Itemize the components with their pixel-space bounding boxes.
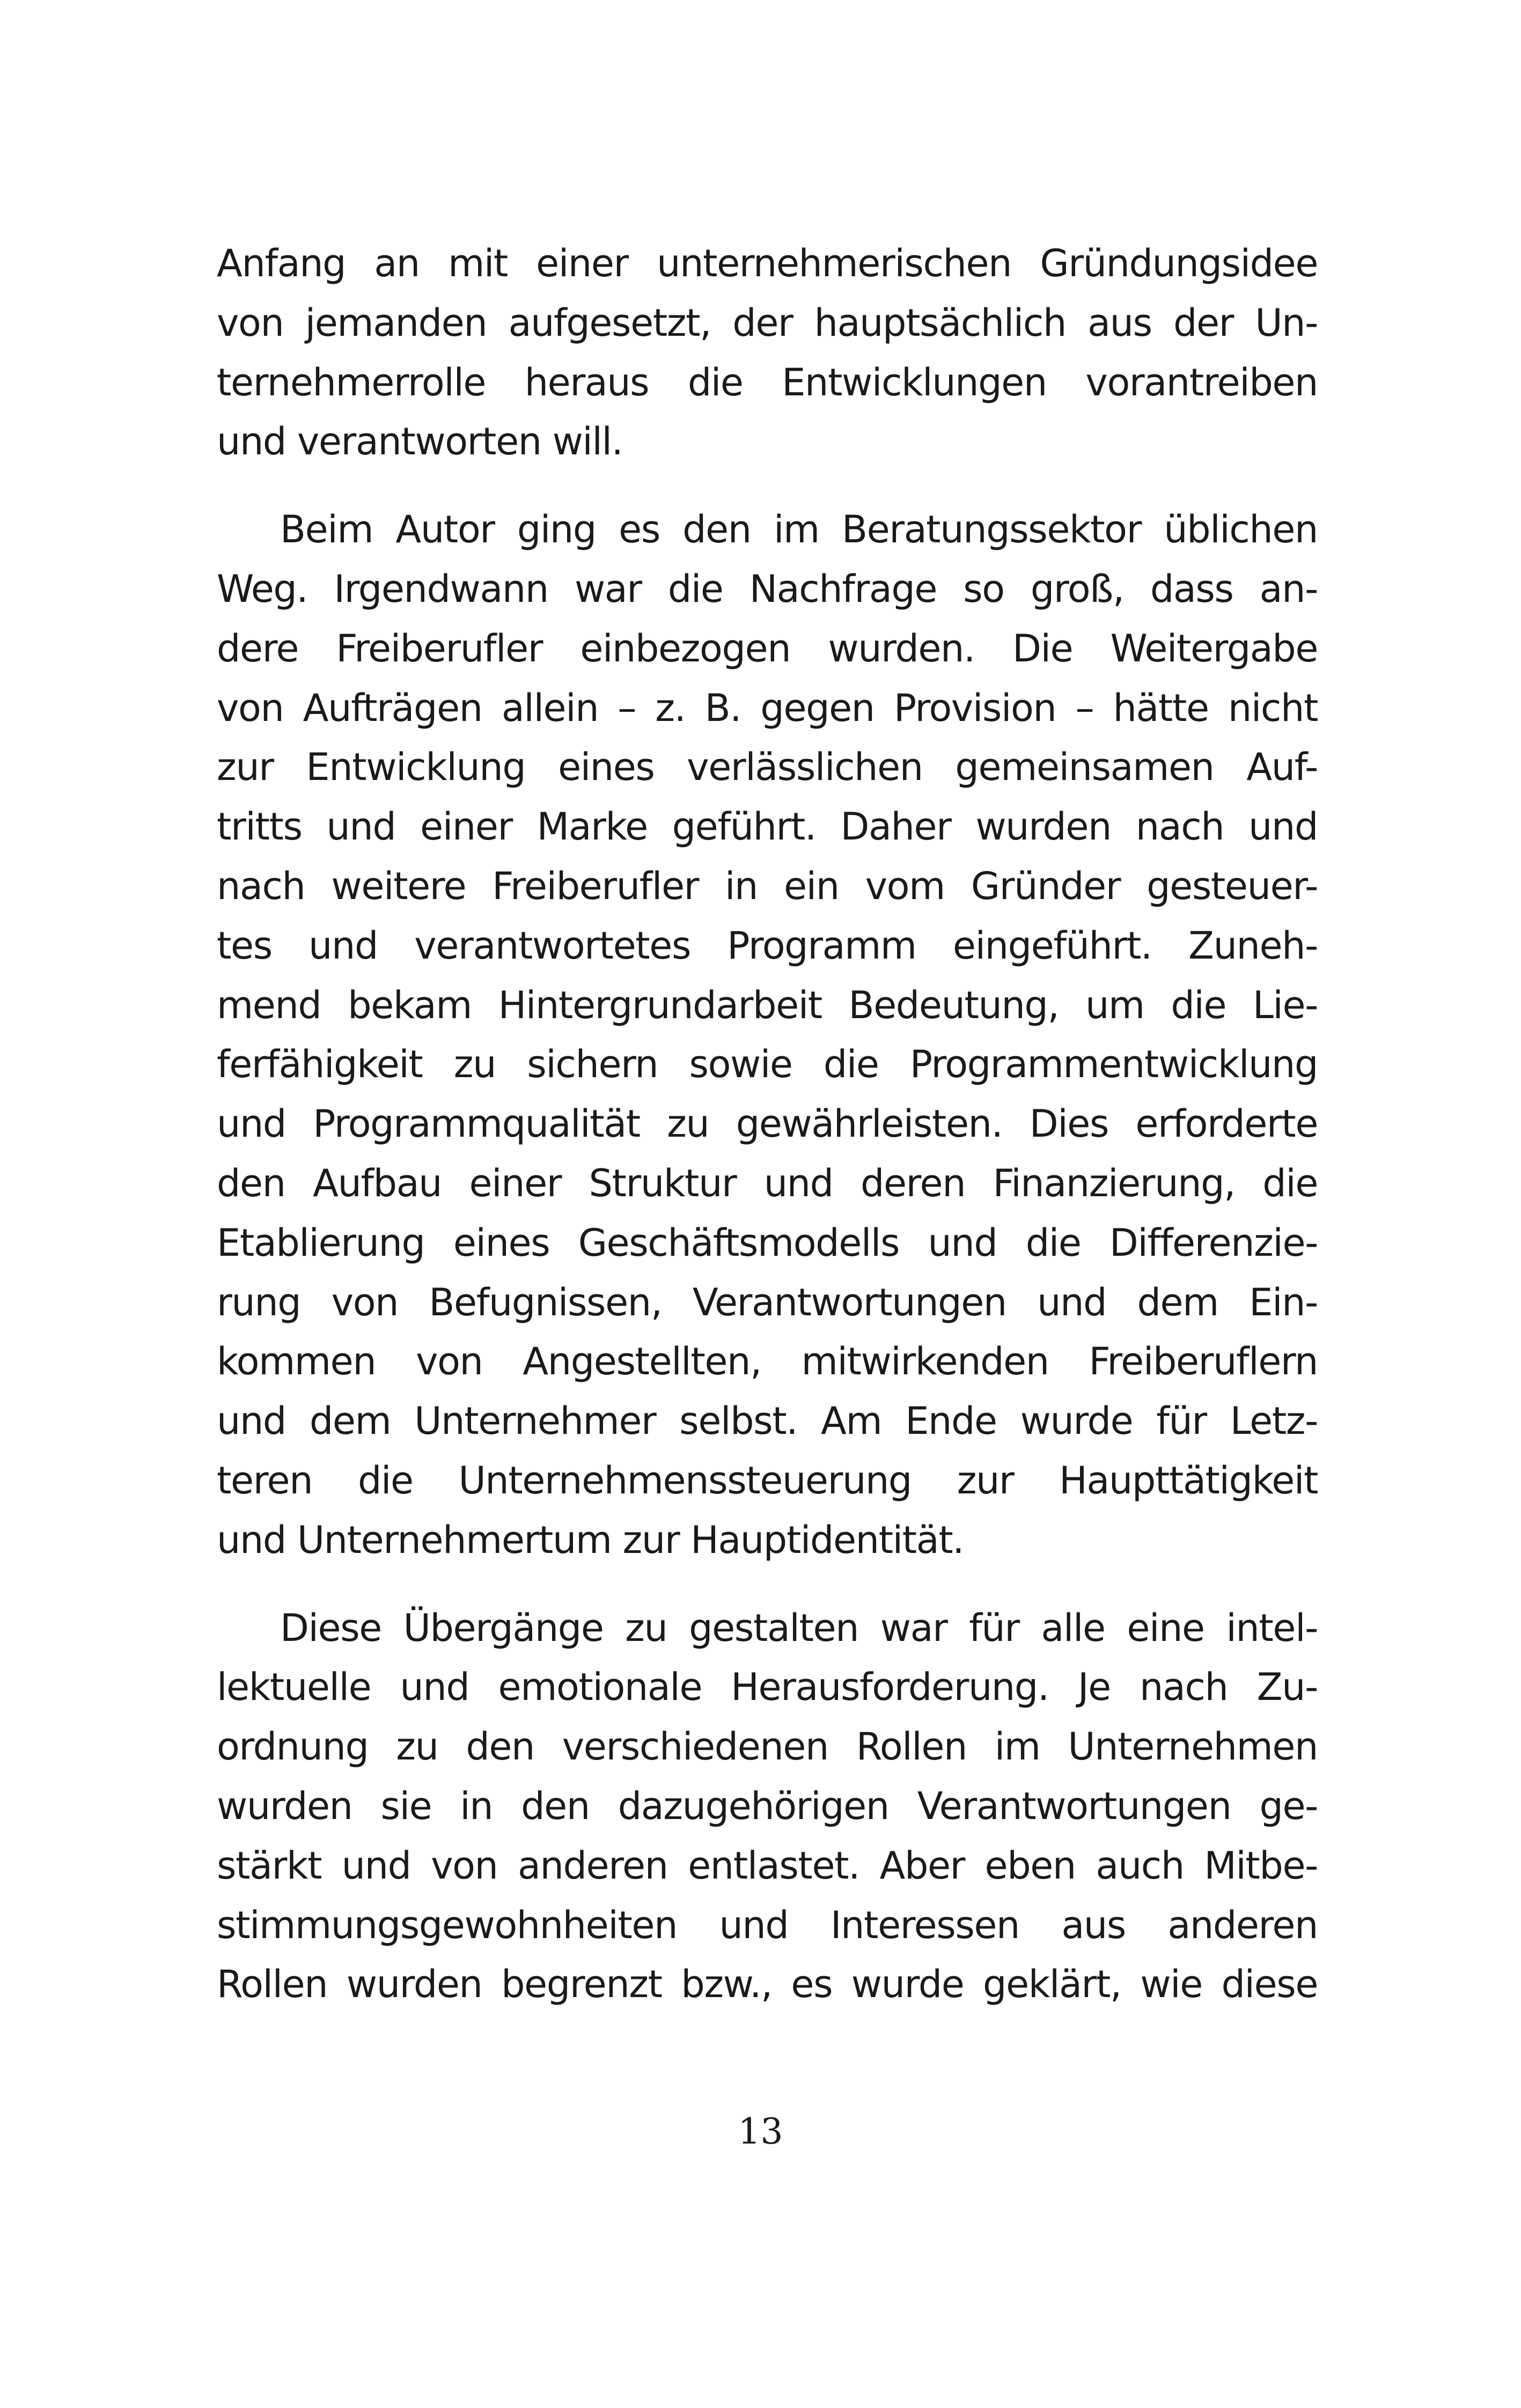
text-line: dere Freiberufler einbezogen wurden. Die Weitergabe [217, 626, 1318, 671]
text-line: teren die Unternehmenssteuerung zur Haupttätigkeit [217, 1458, 1318, 1503]
text-line: Weg. Irgendwann war die Nachfrage so groß, dass an- [217, 566, 1318, 611]
paragraph-3 [217, 1599, 1318, 2015]
text-line: tes und verantwortetes Programm eingeführt. Zuneh- [217, 923, 1318, 968]
text-line: und Unternehmertum zur Hauptidentität. [217, 1518, 964, 1562]
text-line: von jemanden aufgesetzt, der hauptsächlich aus der Un- [217, 300, 1318, 345]
text-line: Beim Autor ging es den im Beratungssektor üblichen [280, 507, 1318, 552]
text-line: wurden sie in den dazugehörigen Verantwortungen ge- [217, 1784, 1318, 1828]
text-line: mend bekam Hintergrundarbeit Bedeutung, um die Lie- [217, 983, 1318, 1027]
text-line: ordnung zu den verschiedenen Rollen im Unternehmen [217, 1725, 1318, 1769]
text-line: Diese Übergänge zu gestalten war für alle eine intel- [280, 1606, 1318, 1650]
text-line: stärkt und von anderen entlastet. Aber eben auch Mitbe- [217, 1843, 1318, 1888]
paragraph-1 [217, 234, 1318, 472]
text-line: Etablierung eines Geschäftsmodells und die Differenzie- [217, 1220, 1318, 1265]
text-line: ferfähigkeit zu sichern sowie die Programmentwicklung [217, 1042, 1318, 1087]
text-line: tritts und einer Marke geführt. Daher wurden nach und [217, 805, 1318, 849]
text-line: Anfang an mit einer unternehmerischen Gründungsidee [217, 241, 1318, 285]
page-number: 13 [738, 2111, 783, 2152]
text-line: rung von Befugnissen, Verantwortungen und dem Ein- [217, 1280, 1318, 1324]
text-line: ternehmerrolle heraus die Entwicklungen vorantreiben [217, 360, 1318, 404]
text-line: und verantworten will. [217, 419, 623, 464]
text-line: von Aufträgen allein – z. B. gegen Provision – hätte nicht [217, 686, 1318, 730]
text-line: und dem Unternehmer selbst. Am Ende wurde für Letz- [217, 1399, 1318, 1444]
text-line: zur Entwicklung eines verlässlichen gemeinsamen Auf- [217, 745, 1318, 790]
text-line: nach weitere Freiberufler in ein vom Gründer gesteuer- [217, 864, 1318, 908]
text-line: stimmungsgewohnheiten und Interessen aus anderen [217, 1903, 1318, 1947]
text-line: lektuelle und emotionale Herausforderung. Je nach Zu- [217, 1665, 1318, 1710]
paragraph-2 [217, 500, 1318, 1570]
text-line: kommen von Angestellten, mitwirkenden Freiberuflern [217, 1339, 1318, 1384]
text-line: den Aufbau einer Struktur und deren Finanzierung, die [217, 1161, 1318, 1205]
text-line: Rollen wurden begrenzt bzw., es wurde geklärt, wie diese [217, 1962, 1318, 2007]
text-line: und Programmqualität zu gewährleisten. Dies erforderte [217, 1102, 1318, 1146]
body-text [217, 234, 1318, 2014]
